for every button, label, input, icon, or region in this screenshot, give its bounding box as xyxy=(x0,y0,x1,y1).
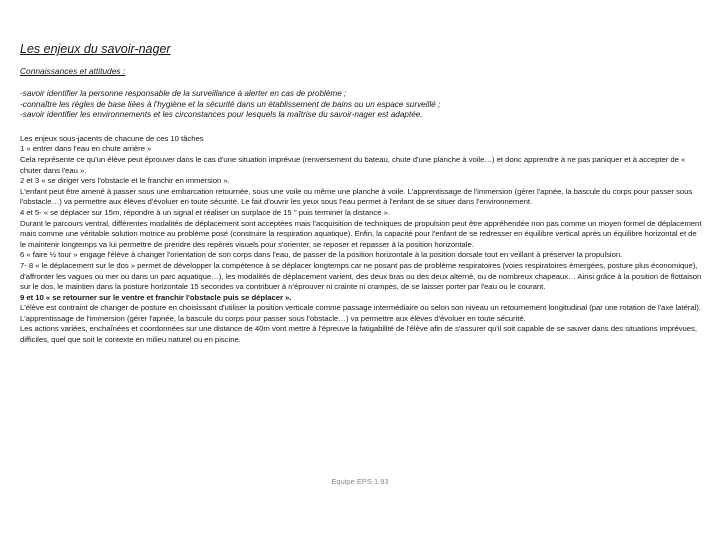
objectives-list xyxy=(20,89,702,121)
paragraph: 7- 8 « le déplacement sur le dos » permet de développer la compétence à se déplacer longtemps car ne posant pas de problème respiratoires (voies respiratoires émergées, posture plus économique), d'affronter les vagues ou mer ou dans un parc aquatique…), les modalités de déplacement varient, des deux bras ou des deux alterné, ou de nombreux chapeaux… Ainsi grâce à la position de flottaison sur le dos, le maintien dans la posture horizontale 15 secondes va contribuer à n'éprouver ni crainte ni crampes, de se laisser porter par l'eau ou le courant. xyxy=(20,260,702,292)
paragraph: Durant le parcours ventral, différentes modalités de déplacement sont acceptées mais l'acquisition de techniques de propulsion peut être appréhendée non pas comme un moyen formel de déplacement mais comme une véritable solution motrice au problème posé (construire la respiration aquatique). Enfin, la capacité pour l'enfant de se redresser en équilibre vertical après un équilibre horizontal et de le maintenir longtemps va lui permettre de prendre des repères visuels pour s'orienter, se reposer et repasser à la position horizontale. xyxy=(20,218,702,249)
paragraph: Les enjeux sous-jacents de chacune de ces 10 tâches xyxy=(20,133,204,143)
paragraph: 4 et 5- « se déplacer sur 15m, répondre à un signal et réaliser un surplace de 15 '' puis terminer la distance ». xyxy=(20,207,390,217)
paragraph: Cela représente ce qu'un élève peut éprouver dans le cas d'une situation imprévue (renversement du bateau, chute d'une planche à voile…) et donc apprendre à ne pas paniquer et à accepter de « chuter dans l'eau ». xyxy=(20,154,686,175)
document-body xyxy=(20,134,702,346)
document-title: Les enjeux du savoir-nager xyxy=(20,42,171,56)
document-page xyxy=(20,42,702,346)
paragraph: 2 et 3 « se diriger vers l'obstacle et le franchir en immersion ». xyxy=(20,176,230,186)
objective-item: -connaître les règles de base liées à l'hygiène et la sécurité dans un établissement de bains ou un espace surveillé ; xyxy=(20,99,441,109)
objective-item: -savoir identifier les environnements et les circonstances pour lesquels la maîtrise du savoir-nager est adaptée. xyxy=(20,110,423,120)
paragraph: L'élève est contraint de changer de posture en choisissant d'utiliser la position verticale comme passage intermédiaire ou selon son niveau un retournement longitudinal (par une rotation de l'axe latéral). L'apprentissage de l'immersion (gérer l'apnée, la bascule du corps pour passer sous l'obstacle…) va permettre aux élèves d'évoluer en toute sécurité. xyxy=(20,303,701,323)
objective-item: -savoir identifier la personne responsable de la surveillance à alerter en cas de problème ; xyxy=(20,89,347,98)
paragraph: 9 et 10 « se retourner sur le ventre et franchir l'obstacle puis se déplacer ». xyxy=(20,292,292,302)
page-footer: Equipe EPS 1 93 xyxy=(331,477,389,486)
paragraph: 1 « entrer dans l'eau en chute arrière » xyxy=(20,144,152,154)
section-subtitle: Connaissances et attitudes : xyxy=(20,66,126,76)
paragraph: L'enfant peut être amené à passer sous une embarcation retournée, sous une voile ou même une planche à voile. L'apprentissage de l'immersion (gérer l'apnée, la bascule du corps pour passer sous l'obstacle…) va permettre aux élèves d'évoluer en toute sécurité. Le fait d'ouvrir les yeux sous l'eau permet à l'enfant de se situer dans l'environnement. xyxy=(20,186,693,207)
paragraph: Les actions variées, enchaînées et coordonnées sur une distance de 40m vont mettre à l'épreuve la fatigabilité de l'élève afin de s'assurer qu'il soit capable de se sauver dans des situations imprévues, difficiles, quel que soit le contexte en milieu naturel ou en piscine. xyxy=(20,324,697,345)
paragraph: 6 « faire ½ tour » engage l'élève à changer l'orientation de son corps dans l'eau, de passer de la position horizontale à la position dorsale tout en veillant à préserver la propulsion. xyxy=(20,250,623,260)
